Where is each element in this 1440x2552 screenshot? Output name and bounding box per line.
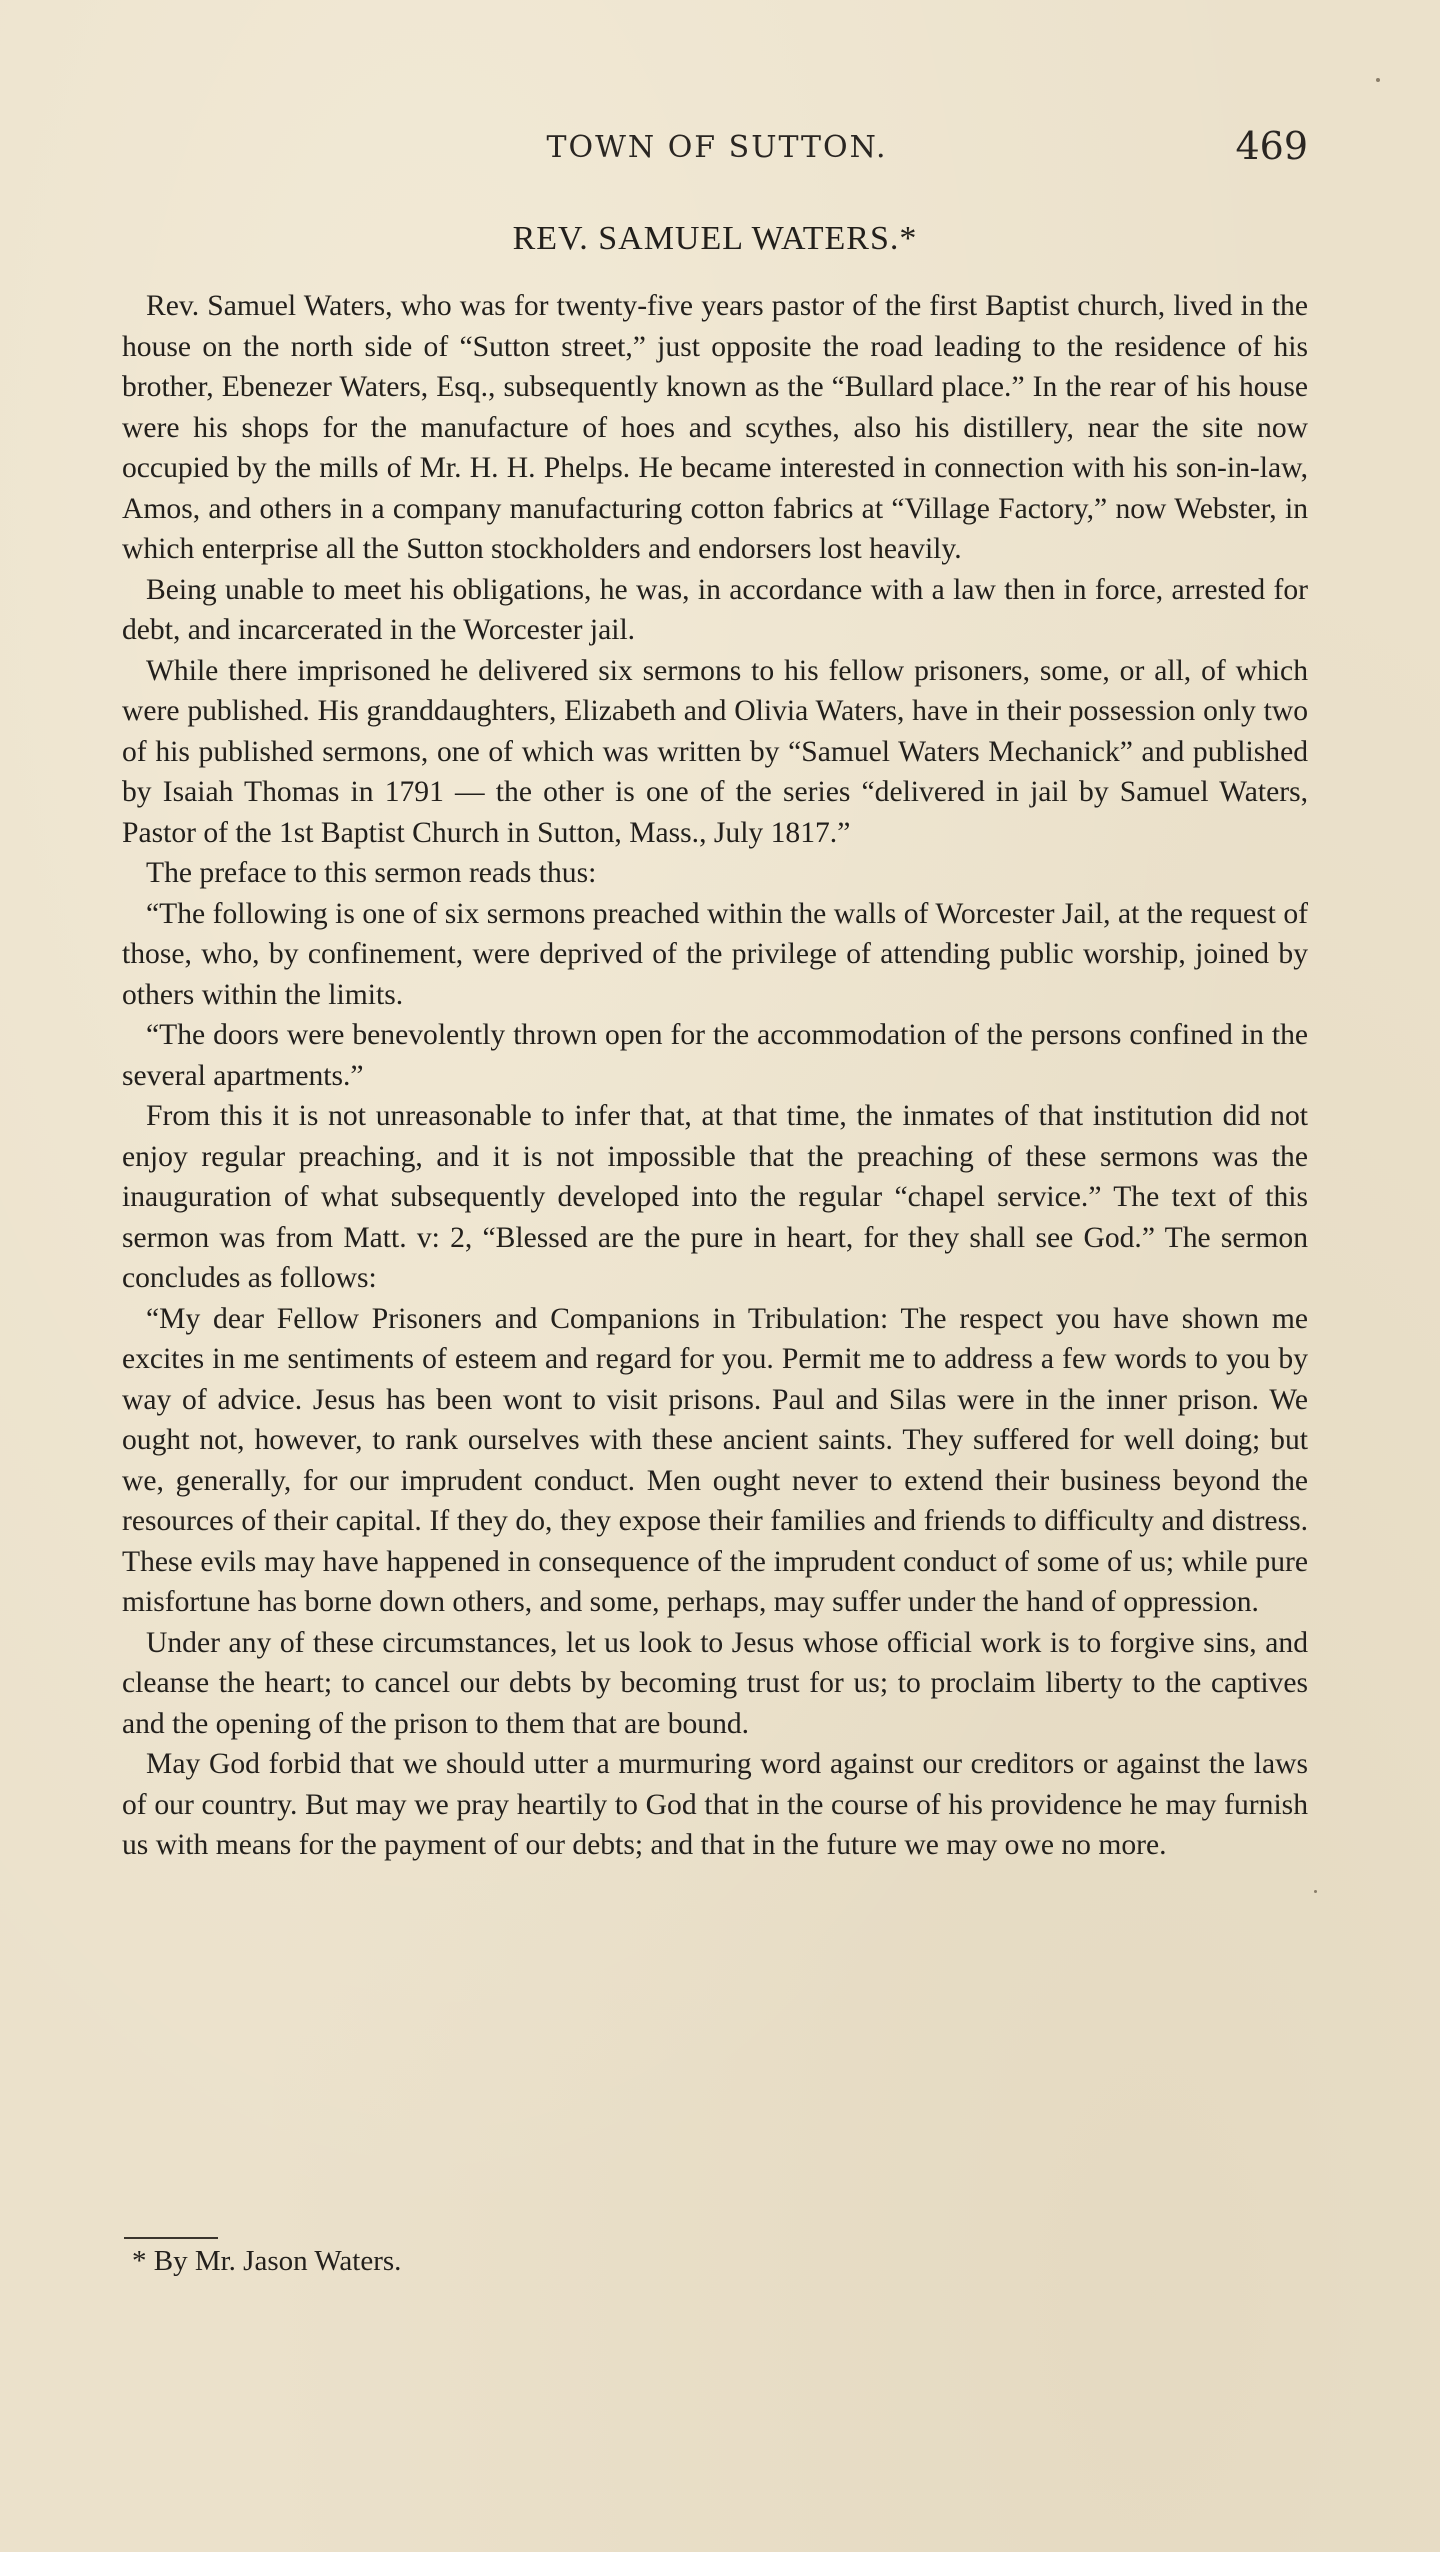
footnote: * By Mr. Jason Waters.	[132, 2245, 402, 2277]
paragraph: “My dear Fellow Prisoners and Companions in Tribulation: The respect you have shown me excites in me sentiments of esteem and regard for you. Permit me to address a few words to you by way of advice. Jesus has been wont to visit prisons. Paul and Silas were in the inner prison. We ought not, however, to rank ourselves with these ancient saints. They suffered for well doing; but we, generally, for our imprudent conduct. Men ought never to extend their business beyond the resources of their capital. If they do, they expose their families and friends to difficulty and distress. These evils may have happened in consequence of the imprudent conduct of some of us; while pure misfortune has borne down others, and some, perhaps, may suffer under the hand of oppression.	[122, 1302, 1308, 1618]
page-header	[122, 124, 1312, 178]
paragraph: Rev. Samuel Waters, who was for twenty-five years pastor of the first Baptist church, lived in the house on the north side of “Sutton street,” just opposite the road leading to the residence of his brother, Ebenezer Waters, Esq., subsequently known as the “Bullard place.” In the rear of his house were his shops for the manufacture of hoes and scythes, also his distillery, near the site now occupied by the mills of Mr. H. H. Phelps. He became interested in connection with his son-in-law, Amos, and others in a company manufacturing cotton fabrics at “Village Factory,” now Webster, in which enterprise all the Sutton stockholders and endorsers lost heavily.	[122, 290, 1308, 565]
article-body	[122, 220, 1308, 1866]
paragraph: From this it is not unreasonable to infer that, at that time, the inmates of that institution did not enjoy regular preaching, and it is not impossible that the preaching of these sermons was the inauguration of what subsequently developed into the regular “chapel service.” The text of this sermon was from Matt. v: 2, “Blessed are the pure in heart, for they shall see God.” The sermon concludes as follows:	[122, 1100, 1308, 1294]
paper-speck	[1314, 1890, 1317, 1893]
running-title: TOWN OF SUTTON.	[546, 130, 888, 165]
paragraph: May God forbid that we should utter a murmuring word against our creditors or against the laws of our country. But may we pray heartily to God that in the course of his providence he may furnish us with means for the payment of our debts; and that in the future we may owe no more.	[122, 1748, 1308, 1861]
article-title: REV. SAMUEL WATERS.*	[512, 220, 918, 257]
page-number: 469	[1235, 124, 1308, 168]
paragraph: The preface to this sermon reads thus:	[146, 857, 597, 889]
paragraph: Under any of these circumstances, let us look to Jesus whose official work is to forgive sins, and cleanse the heart; to cancel our debts by becoming trust for us; to proclaim liberty to the captives and the opening of the prison to them that are bound.	[122, 1626, 1308, 1740]
paragraph: “The doors were benevolently thrown open for the accommodation of the persons confined in the several apartments.”	[122, 1019, 1308, 1092]
paragraph: Being unable to meet his obligations, he was, in accordance with a law then in force, arrested for debt, and incarcerated in the Worcester jail.	[122, 573, 1308, 646]
footnote-divider	[124, 2237, 218, 2239]
paragraph: “The following is one of six sermons preached within the walls of Worcester Jail, at the request of those, who, by confinement, were deprived of the privilege of attending public worship, joined by others within the limits.	[122, 897, 1308, 1011]
paper-speck	[1376, 78, 1380, 82]
paragraph: While there imprisoned he delivered six sermons to his fellow prisoners, some, or all, of which were published. His granddaughters, Elizabeth and Olivia Waters, have in their possession only two of his published sermons, one of which was written by “Samuel Waters Mechanick” and published by Isaiah Thomas in 1791 — the other is one of the series “delivered in jail by Samuel Waters, Pastor of the 1st Baptist Church in Sutton, Mass., July 1817.”	[122, 654, 1308, 849]
